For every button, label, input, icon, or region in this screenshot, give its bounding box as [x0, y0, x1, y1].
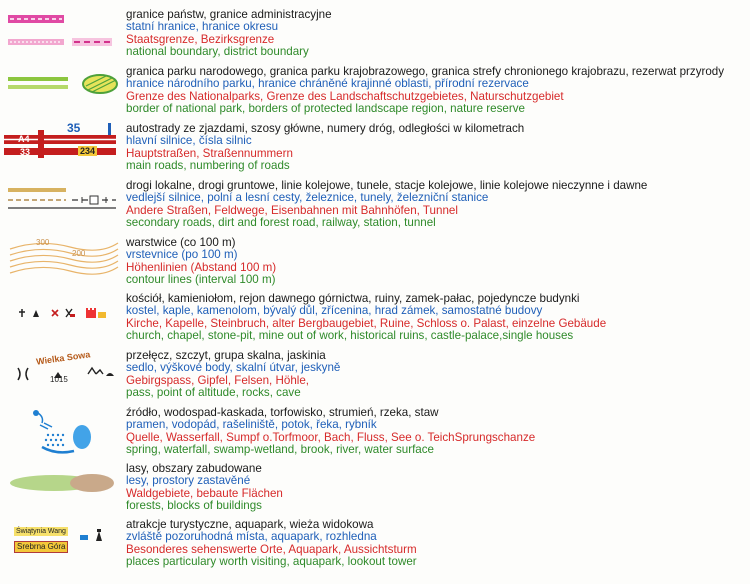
- text-polish: atrakcje turystyczne, aquapark, wieża widokowa: [126, 518, 374, 531]
- text-czech: vrstevnice (po 100 m): [126, 248, 238, 262]
- text-czech: zvláště pozoruhodná místa, aquapark, rozhledna: [126, 530, 377, 544]
- peak-name: Wielka Sowa: [35, 349, 91, 367]
- river-icon: [42, 447, 74, 452]
- legend-text: [126, 350, 340, 400]
- text-polish: lasy, obszary zabudowane: [126, 462, 262, 475]
- pond-icon: [73, 425, 91, 449]
- road-number-33: 33: [20, 147, 31, 157]
- attraction-label-srebrna: Srebrna Góra: [14, 541, 68, 553]
- text-german: Hauptstraßen, Straßennummern: [126, 146, 293, 160]
- contour-line: [10, 243, 118, 250]
- text-english: spring, waterfall, swamp-wetland, brook, river, water surface: [126, 443, 434, 457]
- text-polish: granice państw, granice administracyjne: [126, 8, 332, 21]
- legend-text: [126, 407, 535, 457]
- text-czech: vedlejší silnice, polní a lesní cesty, železnice, tunely, železniční stanice: [126, 191, 489, 205]
- text-german: Kirche, Kapelle, Steinbruch, alter Bergbaugebiet, Ruine, Schloss o. Palast, einzelne Gebäude: [126, 316, 607, 330]
- text-polish: przełęcz, szczyt, grupa skalna, jaskinia: [126, 349, 326, 362]
- church-icon: [19, 309, 25, 317]
- text-german: Staatsgrenze, Bezirksgrenze: [126, 32, 275, 46]
- symbol-water: [0, 407, 122, 457]
- lookout-tower-icon: [96, 529, 102, 541]
- text-german: Andere Straßen, Feldwege, Eisenbahnen mit Bahnhöfen, Tunnel: [126, 203, 458, 217]
- text-polish: granica parku narodowego, granica parku krajobrazowego, granica strefy chronionego krajobrazu, rezerwat przyrody: [126, 65, 725, 78]
- attraction-label-wang: Świątynia Wang: [16, 528, 66, 535]
- symbol-boundaries: [0, 9, 122, 49]
- text-german: Waldgebiete, bebaute Flächen: [126, 486, 283, 500]
- text-czech: hranice národního parku, hranice chráněné krajinné oblasti, přírodní rezervace: [126, 77, 529, 91]
- text-english: forests, blocks of buildings: [126, 499, 262, 513]
- legend-text: [126, 66, 724, 116]
- rocks-icon: [88, 368, 103, 374]
- text-english: main roads, numbering of roads: [126, 159, 290, 173]
- aquapark-icon: [80, 535, 88, 540]
- text-polish: źródło, wodospad-kaskada, torfowisko, strumień, rzeka, staw: [126, 406, 439, 419]
- castle-icon: [86, 308, 96, 318]
- text-english: contour lines (interval 100 m): [126, 273, 276, 287]
- single-building-icon: [98, 312, 106, 318]
- text-czech: lesy, prostory zastavěné: [126, 474, 251, 488]
- legend-text: [126, 9, 332, 59]
- waterfall-icon: [40, 423, 52, 429]
- peak-height: 1015: [50, 375, 68, 384]
- symbol-contours: [0, 237, 122, 279]
- mine-icon: [66, 309, 75, 317]
- national-park-border: [8, 77, 68, 81]
- text-german: Quelle, Wasserfall, Sumpf o.Torfmoor, Bach, Fluss, See o. TeichSprungschanze: [126, 430, 536, 444]
- text-czech: hlavní silnice, čísla silnic: [126, 134, 252, 148]
- legend-text: [126, 123, 524, 173]
- legend-text: [126, 463, 283, 513]
- road-number-234: 234: [80, 146, 96, 156]
- legend-text: [126, 293, 606, 343]
- chapel-icon: [33, 310, 39, 317]
- text-polish: warstwice (co 100 m): [126, 236, 236, 249]
- text-polish: drogi lokalne, drogi gruntowe, linie kolejowe, tunele, stacje kolejowe, linie kolejowe nieczynne i dawne: [126, 179, 648, 192]
- text-german: Grenze des Nationalparks, Grenze des Landschaftschutzgebietes, Naturschutzgebiet: [126, 89, 564, 103]
- legend-text: [126, 237, 276, 287]
- symbol-terrain: [0, 350, 122, 392]
- symbol-buildings: [0, 293, 122, 333]
- text-czech: sedlo, výškové body, skalní útvar, jeskyně: [126, 361, 341, 375]
- station-icon: [90, 196, 98, 204]
- quarry-icon: [52, 310, 58, 316]
- text-czech: statní hranice, hranice okresu: [126, 20, 279, 34]
- symbol-attractions: [0, 519, 122, 563]
- symbol-roads: [0, 123, 122, 165]
- pass-icon: [18, 368, 28, 380]
- text-polish: autostrady ze zjazdami, szosy główne, numery dróg, odległości w kilometrach: [126, 122, 525, 135]
- road-number-a4: A4: [18, 134, 30, 144]
- legend-text: [126, 180, 647, 230]
- cave-icon: [106, 373, 114, 376]
- text-english: secondary roads, dirt and forest road, railway, station, tunnel: [126, 216, 436, 230]
- legend-text: [126, 519, 417, 569]
- text-english: border of national park, borders of protected landscape region, nature reserve: [126, 102, 525, 116]
- text-german: Besonderes sehenswerte Orte, Aquapark, Aussichtsturm: [126, 542, 417, 556]
- symbol-park-borders: [0, 66, 122, 106]
- landscape-park-border: [8, 85, 68, 89]
- text-english: pass, point of altitude, rocks, cave: [126, 386, 301, 400]
- distance-label: 35: [67, 121, 81, 135]
- text-german: Höhenlinien (Abstand 100 m): [126, 260, 277, 274]
- text-english: places particulary worth visiting, aquapark, lookout tower: [126, 555, 417, 569]
- contour-label-200: 200: [72, 249, 86, 258]
- built-up-area: [70, 474, 114, 492]
- symbol-local-roads: [0, 180, 122, 220]
- text-english: national boundary, district boundary: [126, 45, 309, 59]
- text-polish: kościół, kamieniołom, rejon dawnego górnictwa, ruiny, zamek-pałac, pojedyncze budynki: [126, 292, 580, 305]
- spring-icon: [33, 410, 43, 423]
- swamp-icon: [45, 434, 64, 446]
- text-czech: pramen, vodopád, rašeliniště, potok, řeka, rybník: [126, 418, 377, 432]
- text-german: Gebirgspass, Gipfel, Felsen, Höhle,: [126, 373, 310, 387]
- symbol-forests: [0, 463, 122, 503]
- contour-label-300: 300: [36, 238, 50, 247]
- text-english: church, chapel, stone-pit, mine out of work, historical ruins, castle-palace,single houses: [126, 329, 574, 343]
- text-czech: kostel, kaple, kamenolom, bývalý důl, zřícenina, hrad zámek, samostatné budovy: [126, 304, 543, 318]
